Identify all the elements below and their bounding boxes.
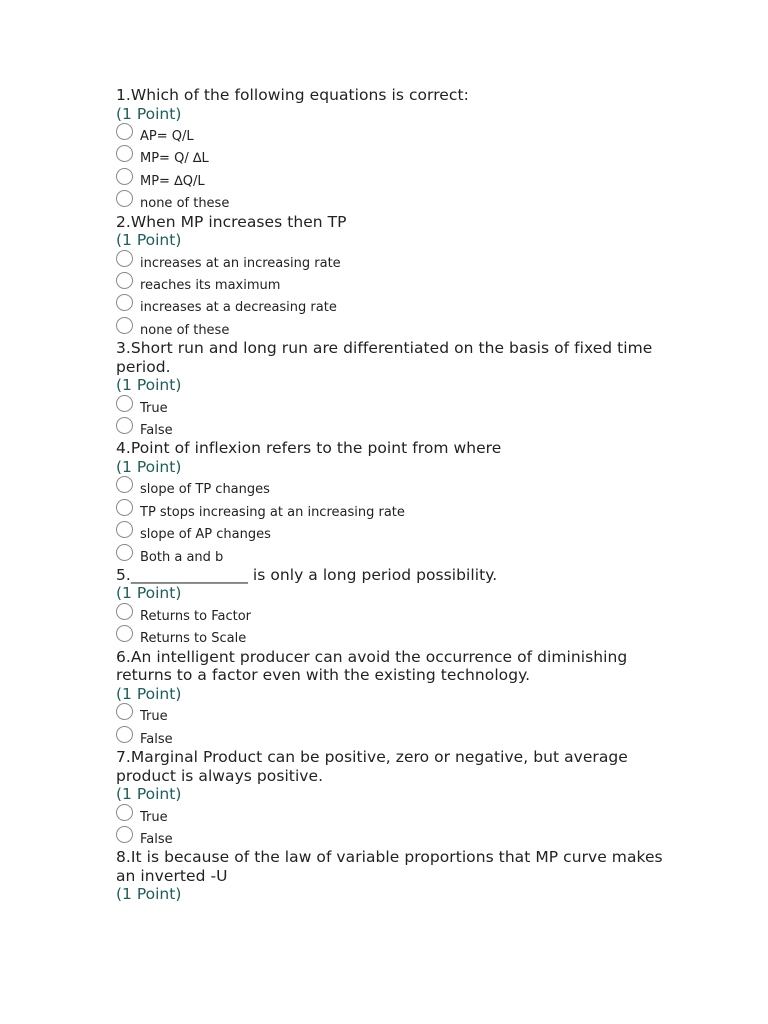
- question-text: 1.Which of the following equations is correct:: [116, 86, 469, 104]
- question-5: [116, 566, 676, 648]
- answer-option[interactable]: [116, 168, 676, 190]
- option-label: True: [140, 400, 168, 416]
- answer-option[interactable]: [116, 826, 676, 848]
- question-text: 3.Short run and long run are differentiated on the basis of fixed time period.: [116, 339, 653, 376]
- option-label: MP= ∆Q/L: [140, 173, 205, 189]
- option-label: increases at a decreasing rate: [140, 300, 337, 316]
- answer-option[interactable]: [116, 190, 676, 212]
- option-label: False: [140, 731, 173, 747]
- answer-option[interactable]: [116, 804, 676, 826]
- question-text: 2.When MP increases then TP: [116, 212, 347, 231]
- radio-button[interactable]: [116, 625, 133, 642]
- radio-button[interactable]: [116, 395, 133, 412]
- question-4: [116, 439, 676, 566]
- question-text: 5._______________ is only a long period possibility.: [116, 565, 498, 584]
- answer-option[interactable]: [116, 272, 676, 294]
- question-points: (1 Point): [116, 885, 182, 904]
- radio-button[interactable]: [116, 417, 133, 434]
- answer-option[interactable]: [116, 703, 676, 725]
- option-label: none of these: [140, 196, 230, 212]
- question-3: [116, 339, 676, 439]
- radio-button[interactable]: [116, 190, 133, 207]
- answer-option[interactable]: [116, 499, 676, 521]
- answer-option[interactable]: [116, 544, 676, 566]
- answer-option[interactable]: [116, 417, 676, 439]
- question-8: [116, 848, 676, 904]
- answer-option[interactable]: [116, 294, 676, 316]
- question-text: 7.Marginal Product can be positive, zero or negative, but average product is always positive.: [116, 748, 628, 785]
- question-1: [116, 86, 676, 213]
- answer-option[interactable]: [116, 250, 676, 272]
- radio-button[interactable]: [116, 272, 133, 289]
- radio-button[interactable]: [116, 145, 133, 162]
- radio-button[interactable]: [116, 804, 133, 821]
- question-points: (1 Point): [116, 231, 182, 250]
- option-label: False: [140, 831, 173, 847]
- radio-button[interactable]: [116, 294, 133, 311]
- question-text: 4.Point of inflexion refers to the point from where: [116, 439, 502, 458]
- question-text: 8.It is because of the law of variable proportions that MP curve makes an inverted -U: [116, 848, 663, 885]
- radio-button[interactable]: [116, 476, 133, 493]
- radio-button[interactable]: [116, 726, 133, 743]
- radio-button[interactable]: [116, 168, 133, 185]
- answer-option[interactable]: [116, 317, 676, 339]
- radio-button[interactable]: [116, 317, 133, 334]
- option-label: Returns to Factor: [140, 608, 252, 624]
- option-label: True: [140, 709, 168, 725]
- question-2: [116, 213, 676, 340]
- option-label: MP= Q/ ∆L: [140, 151, 209, 167]
- question-text: 6.An intelligent producer can avoid the occurrence of diminishing returns to a factor even with the existing technology.: [116, 647, 628, 685]
- radio-button[interactable]: [116, 544, 133, 561]
- question-points: (1 Point): [116, 684, 182, 703]
- option-label: TP stops increasing at an increasing rate: [140, 504, 405, 520]
- question-points: (1 Point): [116, 785, 182, 804]
- question-points: (1 Point): [116, 584, 182, 603]
- option-label: True: [140, 809, 168, 825]
- radio-button[interactable]: [116, 703, 133, 720]
- question-7: [116, 748, 676, 848]
- option-label: increases at an increasing rate: [140, 255, 341, 271]
- quiz-form: [116, 86, 676, 904]
- option-label: False: [140, 423, 173, 439]
- question-points: (1 Point): [116, 104, 182, 123]
- radio-button[interactable]: [116, 521, 133, 538]
- question-points: (1 Point): [116, 457, 182, 476]
- option-label: slope of AP changes: [140, 527, 271, 543]
- answer-option[interactable]: [116, 521, 676, 543]
- answer-option[interactable]: [116, 625, 676, 647]
- option-label: none of these: [140, 322, 230, 338]
- radio-button[interactable]: [116, 499, 133, 516]
- option-label: slope of TP changes: [140, 482, 270, 498]
- question-6: [116, 648, 676, 748]
- answer-option[interactable]: [116, 726, 676, 748]
- answer-option[interactable]: [116, 123, 676, 145]
- answer-option[interactable]: [116, 476, 676, 498]
- radio-button[interactable]: [116, 250, 133, 267]
- radio-button[interactable]: [116, 603, 133, 620]
- radio-button[interactable]: [116, 123, 133, 140]
- option-label: reaches its maximum: [140, 277, 281, 293]
- option-label: Returns to Scale: [140, 631, 247, 647]
- option-label: Both a and b: [140, 549, 224, 565]
- answer-option[interactable]: [116, 395, 676, 417]
- radio-button[interactable]: [116, 826, 133, 843]
- option-label: AP= Q/L: [140, 129, 194, 144]
- question-points: (1 Point): [116, 376, 182, 395]
- answer-option[interactable]: [116, 603, 676, 625]
- answer-option[interactable]: [116, 145, 676, 167]
